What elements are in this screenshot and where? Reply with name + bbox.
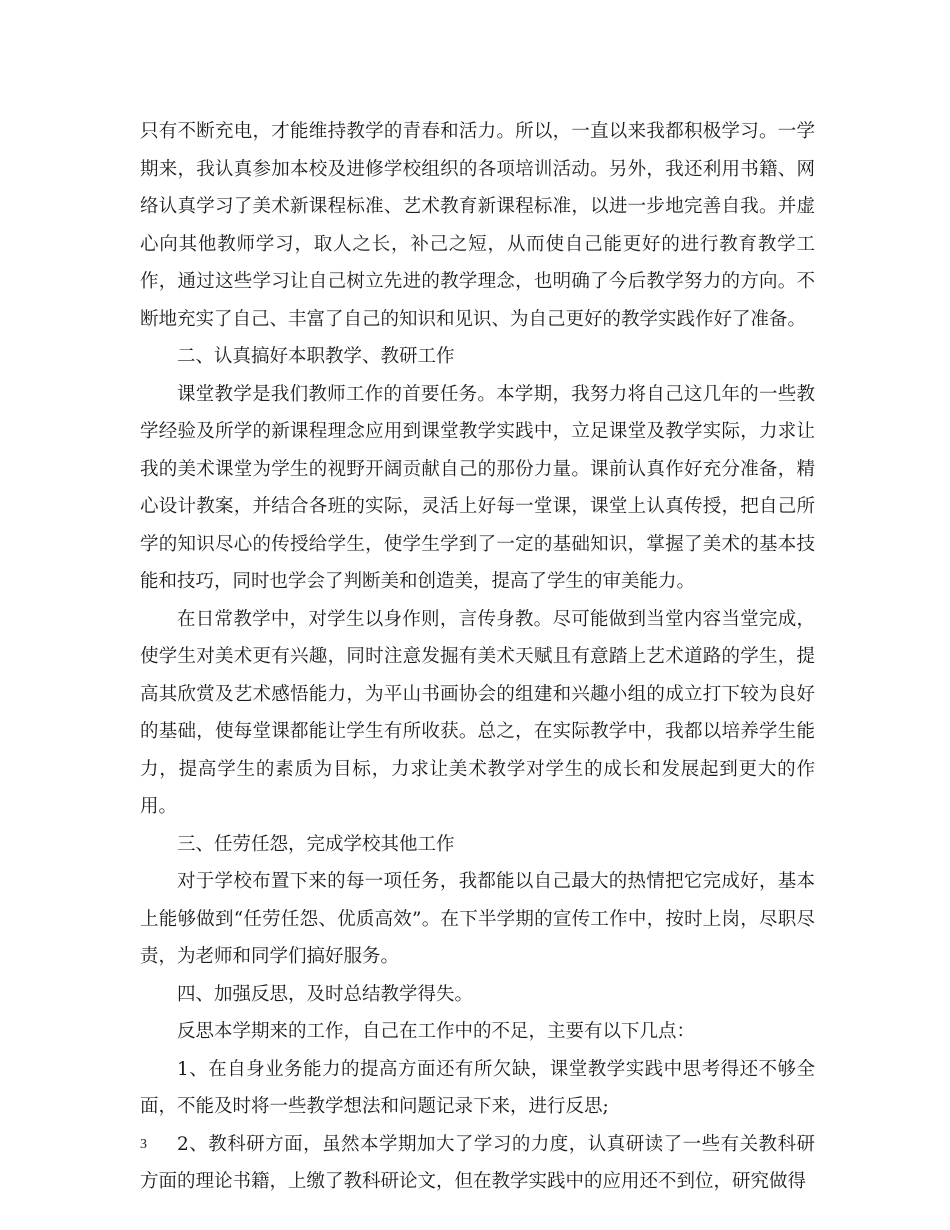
list-item-1: 1、在自身业务能力的提高方面还有所欠缺，课堂教学实践中思考得还不够全面，不能及时将一些教学想法和问题记录下来，进行反思; <box>140 1058 815 1117</box>
paragraph-3: 课堂教学是我们教师工作的首要任务。本学期，我努力将自己这几年的一些教学经验及所学的新课程理念应用到课堂教学实践中，立足课堂及教学实际，力求让我的美术课堂为学生的视野开阔贡献自己的那份力量。课前认真作好充分准备，精心设计教案，并结合各班的实际，灵活上好每一堂课，课堂上认真传授，把自己所学的知识尽心的传授给学生，使学生学到了一定的基础知识，掌握了美术的基本技能和技巧，同时也学会了判断美和创造美，提高了学生的审美能力。 <box>140 383 815 592</box>
section-heading-5: 三、任劳任怨，完成学校其他工作 <box>177 833 455 855</box>
document-body <box>140 113 815 1201</box>
page-number: 3 <box>140 1137 147 1152</box>
paragraph-6: 对于学校布置下来的每一项任务，我都能以自己最大的热情把它完成好，基本上能够做到“任劳任怨、优质高效”。在下半学期的宣传工作中，按时上岗，尽职尽责，为老师和同学们搞好服务。 <box>140 871 815 967</box>
paragraph-8: 反思本学期来的工作，自己在工作中的不足，主要有以下几点： <box>177 1021 696 1042</box>
section-heading-7: 四、加强反思，及时总结教学得失。 <box>177 983 474 1005</box>
paragraph-1: 只有不断充电，才能维持教学的青春和活力。所以，一直以来我都积极学习。一学期来，我认真参加本校及进修学校组织的各项培训活动。另外，我还利用书籍、网络认真学习了美术新课程标准、艺术教育新课程标准，以进一步地完善自我。并虚心向其他教师学习，取人之长，补己之短，从而使自己能更好的进行教育教学工作，通过这些学习让自己树立先进的教学理念，也明确了今后教学努力的方向。不断地充实了自己、丰富了自己的知识和见识、为自己更好的教学实践作好了准备。 <box>140 121 815 330</box>
section-heading-2: 二、认真搞好本职教学、教研工作 <box>177 346 455 367</box>
list-item-2: 2、教科研方面，虽然本学期加大了学习的力度，认真研读了一些有关教科研方面的理论书籍，上缴了教科研论文，但在教学实践中的应用还不到位，研究做得 <box>140 1133 815 1192</box>
paragraph-4: 在日常教学中，对学生以身作则，言传身教。尽可能做到当堂内容当堂完成，使学生对美术更有兴趣，同时注意发掘有美术天赋且有意踏上艺术道路的学生，提高其欣赏及艺术感悟能力，为平山书画协会的组建和兴趣小组的成立打下较为良好的基础，使每堂课都能让学生有所收获。总之，在实际教学中，我都以培养学生能力，提高学生的素质为目标，力求让美术教学对学生的成长和发展起到更大的作用。 <box>140 608 815 817</box>
